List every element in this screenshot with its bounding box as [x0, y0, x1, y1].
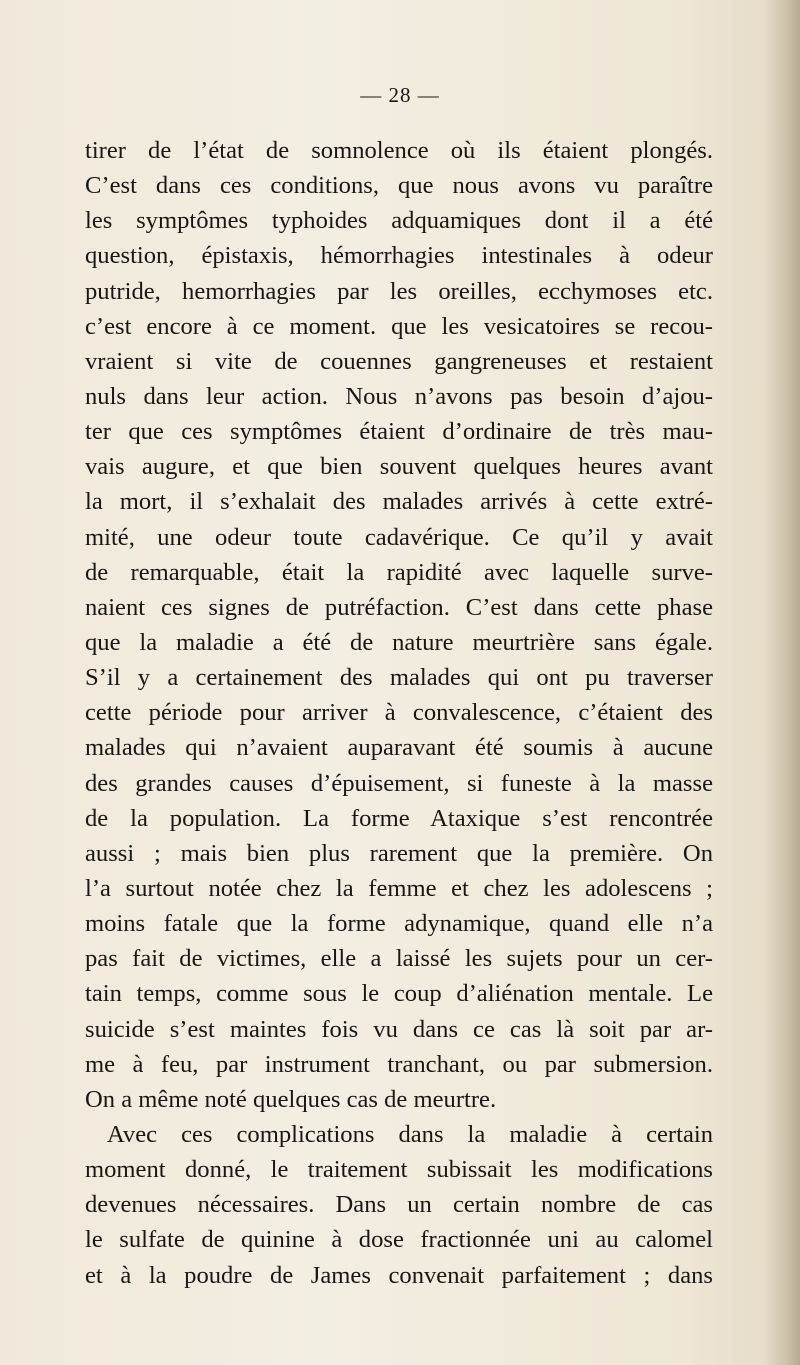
text-line: me à feu, par instrument tranchant, ou par submersion.: [85, 1050, 713, 1078]
text-line: Avec ces complications dans la maladie à certain: [107, 1120, 713, 1148]
text-line: cette période pour arriver à convalescence, c’étaient des: [85, 699, 713, 727]
text-line: tain temps, comme sous le coup d’aliénation mentale. Le: [85, 980, 713, 1008]
text-line: c’est encore à ce moment. que les vesicatoires se recou-: [85, 312, 713, 340]
text-line: les symptômes typhoides adquamiques dont il a été: [85, 207, 713, 235]
text-line: S’il y a certainement des malades qui ont pu traverser: [85, 664, 713, 692]
page-edge-shadow: [764, 0, 800, 1365]
text-line: mité, une odeur toute cadavérique. Ce qu’il y avait: [85, 523, 713, 551]
text-line: C’est dans ces conditions, que nous avons vu paraître: [85, 172, 713, 200]
text-line: le sulfate de quinine à dose fractionnée uni au calomel: [85, 1226, 713, 1254]
page-number: — 28 —: [360, 83, 440, 107]
text-line: devenues nécessaires. Dans un certain nombre de cas: [85, 1191, 713, 1219]
text-line: de remarquable, était la rapidité avec laquelle surve-: [85, 558, 713, 586]
text-line: aussi ; mais bien plus rarement que la première. On: [85, 839, 713, 867]
text-line: nuls dans leur action. Nous n’avons pas besoin d’ajou-: [85, 382, 713, 410]
text-line: naient ces signes de putréfaction. C’est dans cette phase: [85, 593, 713, 621]
text-line: malades qui n’avaient auparavant été soumis à aucune: [85, 734, 713, 762]
text-line: des grandes causes d’épuisement, si funeste à la masse: [85, 769, 713, 797]
text-line: suicide s’est maintes fois vu dans ce cas là soit par ar-: [85, 1015, 713, 1043]
text-line: et à la poudre de James convenait parfaitement ; dans: [85, 1261, 713, 1289]
text-line: l’a surtout notée chez la femme et chez les adolescens ;: [85, 874, 713, 902]
text-line: moins fatale que la forme adynamique, quand elle n’a: [85, 910, 713, 938]
text-line: tirer de l’état de somnolence où ils étaient plongés.: [85, 137, 713, 164]
text-line: moment donné, le traitement subissait les modifications: [85, 1156, 713, 1184]
body-text: [85, 133, 713, 1293]
text-line: question, épistaxis, hémorrhagies intestinales à odeur: [85, 242, 713, 270]
text-line: vais augure, et que bien souvent quelques heures avant: [85, 453, 713, 481]
text-line: que la maladie a été de nature meurtrière sans égale.: [85, 628, 713, 656]
text-line: On a même noté quelques cas de meurtre.: [85, 1085, 497, 1113]
text-line: pas fait de victimes, elle a laissé les sujets pour un cer-: [85, 945, 713, 973]
text-line: ter que ces symptômes étaient d’ordinaire de très mau-: [85, 418, 713, 446]
text-line: vraient si vite de couennes gangreneuses et restaient: [85, 347, 713, 375]
text-line: de la population. La forme Ataxique s’est rencontrée: [85, 804, 713, 832]
text-line: la mort, il s’exhalait des malades arrivés à cette extré-: [85, 488, 713, 516]
text-line: putride, hemorrhagies par les oreilles, ecchymoses etc.: [85, 277, 713, 305]
